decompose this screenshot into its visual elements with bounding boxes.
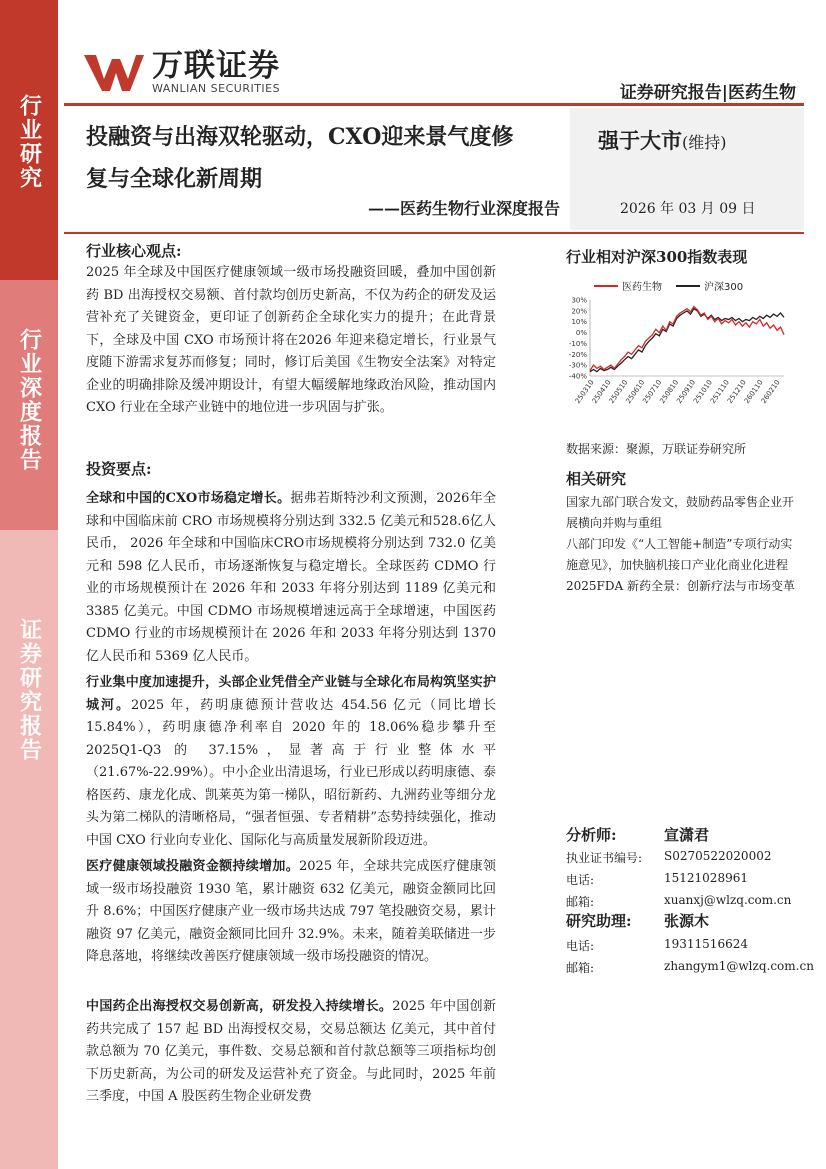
invest-heading: 投资要点: [86, 460, 152, 478]
analyst-phone: 15121028961 [664, 871, 748, 885]
point-lead: 全球和中国的CXO市场稳定增长。 [86, 491, 291, 506]
analyst-name: 宣潇君 [664, 826, 710, 844]
data-source: 数据来源：聚源，万联证券研究所 [566, 442, 747, 456]
point-text: 2025 年，全球共完成医疗健康领域一级市场投融资 1930 笔，累计融资 632 亿美元，融资金额同比回升 8.6%；中国医疗健康产业一级市场共达成 797 笔投融资交易，累计融资 97 亿美元，融资金额同比回升 32.9%。未来，随着美联储进一步降息落地，将继续改善医疗健康领域一级市场投融资的情况。 [86, 859, 496, 964]
sidebar-label: 证券研究报告 [16, 618, 42, 762]
report-title [86, 116, 564, 200]
assistant-email[interactable]: zhangym1@wlzq.com.cn [664, 959, 814, 973]
analyst-email[interactable]: xuanxj@wlzq.com.cn [664, 893, 792, 907]
sidebar-label: 行业研究 [16, 94, 42, 190]
point-text: 据弗若斯特沙利文预测，2026年全球和中国临床前 CRO 市场规模将分别达到 332.5 亿美元和528.6亿人民币， 2026 年全球和中国临床CRO市场规模将分别达到 732.0 亿美元和 598 亿人民币，市场逐渐恢复与稳定增长。全球医药 CDMO 行业的市场规模预计在 2026 年和 2033 年将分别达到 1189 亿美元和 3385 亿美元。中国 CDMO 市场规模增速远高于全球增速，中国医药 CDMO 行业的市场规模预计在 2026 年和 2033 年将分别达到 1370 亿人民币和 5369 亿人民币。 [86, 491, 496, 664]
header-divider [64, 103, 804, 106]
invest-point-4 [86, 996, 496, 1109]
x-tick-label: 250910 [675, 378, 698, 406]
chart-title: 行业相对沪深300指数表现 [566, 248, 748, 266]
related-link[interactable]: 国家九部门联合发文，鼓励药品零售企业开展横向并购与重组 [566, 495, 795, 530]
x-tick-label: 250310 [573, 378, 596, 406]
point-text: 2025 年，药明康德预计营收达 454.56 亿元（同比增长 15.84%），药明康德净利率自 2020 年的 18.06%稳步攀升至2025Q1-Q3 的 37.15%，显著高于行业整体水平（21.67%-22.99%）。中小企业出清退场，行业已形成以药明康德、泰格医药、康龙化成、凯莱英为第一梯队，昭衍新药、九洲药业等细分龙头为第二梯队的清晰格局，“强者恒强、专者精耕”态势持续强化，推动中国 CXO 行业向专业化、国际化与高质量发展新阶段迈进。 [86, 697, 496, 848]
analyst-field-label: 邮箱: [566, 895, 595, 909]
x-tick-label: 251110 [709, 378, 731, 406]
title-line-2: 复与全球化新周期 [86, 166, 263, 192]
core-view-text: 2025 年全球及中国医疗健康领域一级市场投融资回暖，叠加中国创新药 BD 出海授权交易额、首付款均创历史新高，不仅为药企的研发及运营补充了关键资金，更印证了创新药企全球化实力的提升；在此背景下，全球及中国 CXO 市场预计将在2026 年迎来稳定增长，行业景气度随下游需求复苏而修复；同时，修订后美国《生物安全法案》对特定企业的明确排除及缓冲期设计，有望大幅缓解地缘政治风险，推动国内 CXO 行业在全球产业链中的地位进一步巩固与扩张。 [86, 265, 496, 415]
y-tick-label: 0% [575, 329, 587, 338]
point-text: 2025 年中国创新药共完成了 157 起 BD 出海授权交易，交易总额达 亿美元，其中首付款总额为 70 亿美元，事件数、交易总额和首付款总额等三项指标均创下历史新高，为公司的研发及运营补充了资金。与此同时，2025 年前三季度，中国 A 股医药生物企业研发费 [86, 999, 496, 1104]
title-line-1: 投融资与出海双轮驱动，CXO迎来景气度修 [86, 124, 514, 150]
rating-note: (维持) [682, 133, 727, 152]
legend-label: 沪深300 [704, 282, 744, 293]
invest-point-3 [86, 856, 496, 969]
x-tick-label: 250710 [641, 378, 664, 406]
x-tick-label: 250510 [607, 378, 630, 406]
sidebar-segment-deep-report [0, 280, 58, 530]
x-tick-label: 250610 [624, 378, 647, 406]
report-date: 2026 年 03 月 09 日 [620, 201, 756, 217]
series-line-医药生物 [590, 307, 784, 371]
related-link[interactable]: 八部门印发《“人工智能+制造”专项行动实施意见》，加快脑机接口产业化商业化进程 [566, 537, 793, 572]
x-tick-label: 250410 [590, 378, 613, 406]
y-tick-label: -20% [568, 350, 587, 359]
x-tick-label: 260210 [759, 378, 782, 406]
point-lead: 中国药企出海授权交易创新高，研发投入持续增长。 [86, 999, 393, 1014]
assistant-phone: 19311516624 [664, 937, 748, 951]
performance-chart [566, 272, 804, 432]
x-tick-label: 251010 [692, 378, 715, 406]
related-heading: 相关研究 [566, 470, 627, 488]
invest-point-2 [86, 672, 496, 852]
wanlian-logo-icon [82, 51, 146, 95]
y-tick-label: 20% [571, 307, 587, 316]
y-tick-label: -10% [568, 339, 587, 348]
sidebar-segment-industry-research [0, 0, 58, 280]
industry-rating [598, 125, 727, 155]
related-link[interactable]: 2025FDA 新药全景：创新疗法与市场变革 [566, 579, 795, 593]
title-divider [64, 232, 804, 234]
assistant-field-label: 邮箱: [566, 961, 595, 975]
x-tick-label: 251210 [725, 378, 748, 406]
point-lead: 医疗健康领域投融资金额持续增加。 [86, 859, 300, 874]
x-tick-label: 260110 [742, 378, 765, 406]
analyst-license: S0270522020002 [664, 849, 772, 863]
assistant-field-label: 电话: [566, 939, 595, 953]
point-lead: 行业集中度加速提升，头部企业凭借全产业链与全球化布局构筑坚实护城河。 [86, 675, 496, 713]
sidebar [0, 0, 58, 1169]
y-tick-label: -30% [568, 361, 587, 370]
y-tick-label: 10% [571, 318, 587, 327]
y-tick-label: 30% [571, 296, 587, 305]
logo-text-cn: 万联证券 [152, 48, 280, 84]
company-logo [82, 50, 280, 95]
invest-point-1 [86, 488, 496, 668]
assistant-label: 研究助理: [566, 912, 632, 930]
analyst-label: 分析师: [566, 826, 617, 844]
y-tick-label: -40% [568, 372, 587, 381]
core-view-heading: 行业核心观点: [86, 242, 182, 260]
sidebar-segment-securities-report [0, 530, 58, 1169]
analyst-field-label: 执业证书编号: [566, 851, 643, 865]
logo-text-en: WANLIAN SECURITIES [152, 82, 281, 95]
x-tick-label: 250810 [658, 378, 681, 406]
report-subtitle: ——医药生物行业深度报告 [367, 199, 560, 218]
analyst-field-label: 电话: [566, 873, 595, 887]
sidebar-label: 行业深度报告 [16, 328, 42, 472]
report-category: 证券研究报告|医药生物 [619, 83, 796, 103]
assistant-name: 张源木 [664, 912, 710, 930]
legend-label: 医药生物 [622, 282, 662, 293]
rating-value: 强于大市 [598, 128, 682, 153]
